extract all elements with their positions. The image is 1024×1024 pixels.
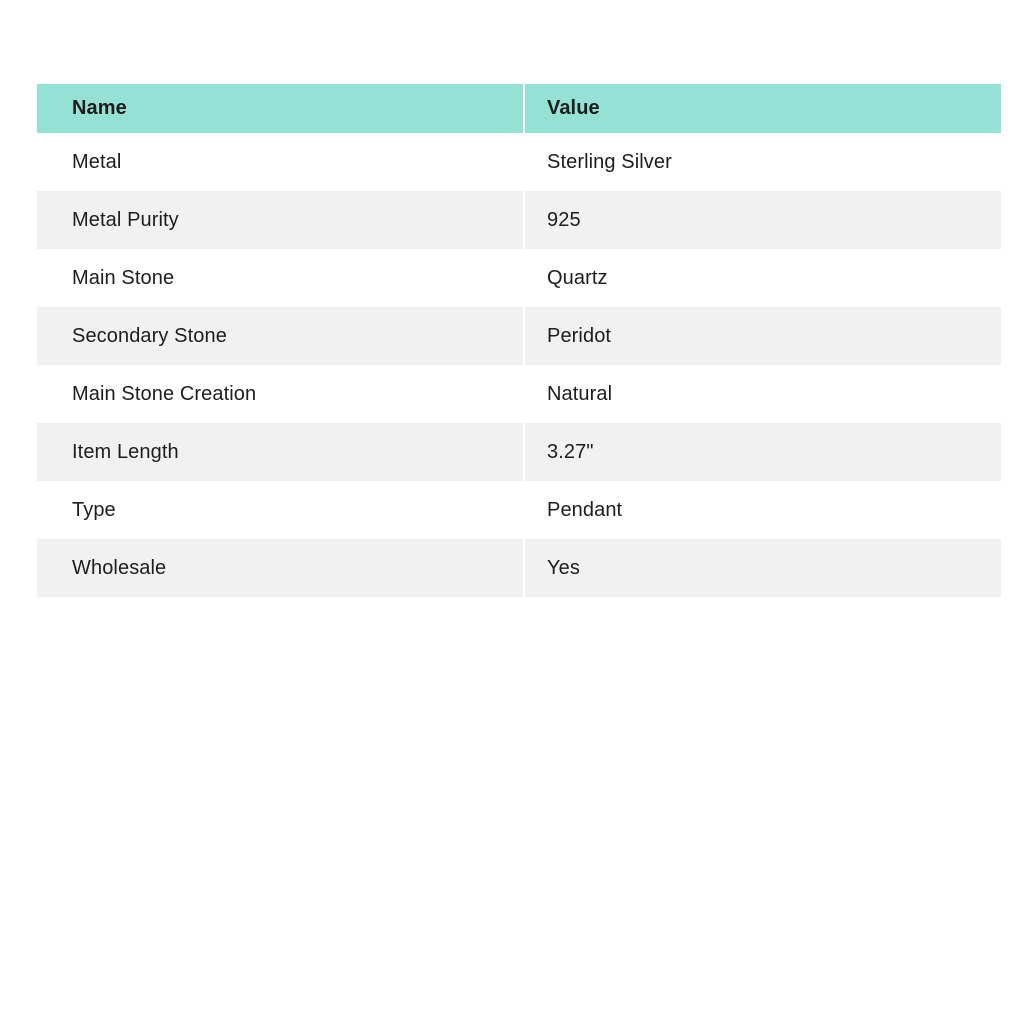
table-row — [37, 307, 1001, 365]
attribute-value-cell: 925 — [525, 191, 1001, 249]
table-row — [37, 191, 1001, 249]
attribute-name-cell: Wholesale — [37, 539, 523, 597]
attribute-value-cell: Peridot — [525, 307, 1001, 365]
header-cell-value: Value — [525, 84, 1001, 133]
table-row — [37, 133, 1001, 191]
attribute-name-cell: Metal — [37, 133, 523, 191]
table-row — [37, 249, 1001, 307]
table-header-row — [37, 84, 1001, 133]
header-cell-name: Name — [37, 84, 523, 133]
table-row — [37, 423, 1001, 481]
attribute-name-cell: Main Stone — [37, 249, 523, 307]
attribute-name-cell: Metal Purity — [37, 191, 523, 249]
attribute-name-cell: Main Stone Creation — [37, 365, 523, 423]
table-row — [37, 365, 1001, 423]
attribute-name-cell: Secondary Stone — [37, 307, 523, 365]
attribute-value-cell: Natural — [525, 365, 1001, 423]
attribute-name-cell: Type — [37, 481, 523, 539]
attribute-value-cell: 3.27" — [525, 423, 1001, 481]
attribute-value-cell: Quartz — [525, 249, 1001, 307]
table-body — [37, 133, 1001, 597]
attribute-value-cell: Sterling Silver — [525, 133, 1001, 191]
attribute-name-cell: Item Length — [37, 423, 523, 481]
table-row — [37, 481, 1001, 539]
attribute-value-cell: Yes — [525, 539, 1001, 597]
product-attributes-table — [37, 84, 1001, 597]
table-row — [37, 539, 1001, 597]
attribute-value-cell: Pendant — [525, 481, 1001, 539]
